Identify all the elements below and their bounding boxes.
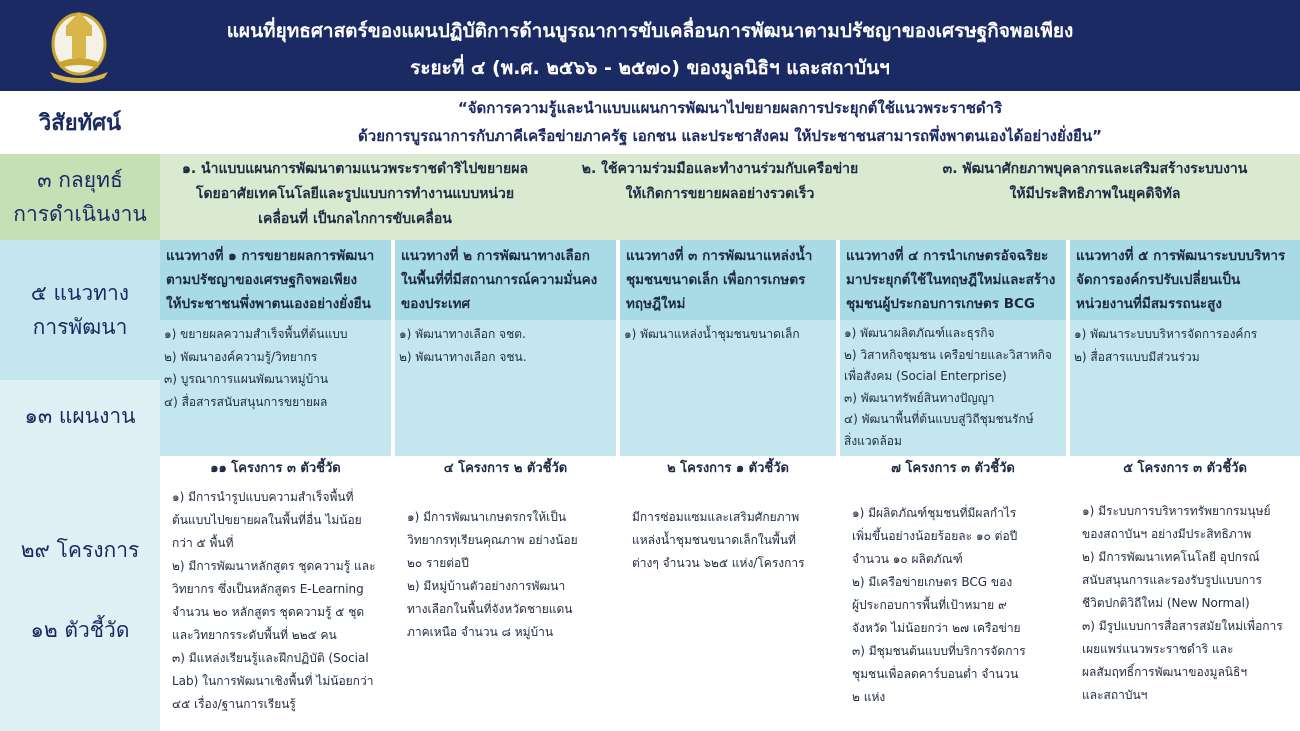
guideline-head [160, 240, 391, 320]
plan-item: ๒) วิสาหกิจชุมชน เครือข่ายและวิสาหกิจ [844, 347, 1052, 362]
strategy-text: ๓. พัฒนาศักยภาพบุคลากรและเสริมสร้างระบบงาน [942, 161, 1248, 177]
indicators-count: ๑๒ ตัวชี้วัด [30, 618, 130, 642]
guideline-column-5 [1070, 240, 1300, 731]
indicator-line: ภาคเหนือ จำนวน ๘ หมู่บ้าน [407, 625, 554, 639]
indicator-line: ๓) มีแหล่งเรียนรู้และฝึกปฏิบัติ (Social [172, 651, 369, 665]
indicator-item [172, 555, 379, 647]
project-box [160, 456, 391, 731]
indicator-line: ต่างๆ จำนวน ๖๒๕ แห่ง/โครงการ [632, 556, 805, 570]
indicator-line: ผลสัมฤทธิ์การพัฒนาของมูลนิธิฯ [1082, 665, 1248, 679]
guideline-head [620, 240, 836, 320]
guideline-head [840, 240, 1066, 320]
indicator-line: แหล่งน้ำชุมชนขนาดเล็กในพื้นที่ [632, 533, 796, 547]
plan-item: ๒) สื่อสารแบบมีส่วนร่วม [1074, 349, 1200, 364]
guideline-head-line: แนวทางที่ ๕ การพัฒนาระบบบริหาร [1076, 248, 1286, 264]
vision-line: ด้วยการบูรณาการกับภาคีเครือข่ายภาครัฐ เอกชน และประชาสังคม ให้ประชาชนสามารถพึ่งพาตนเองได้อย่างยั่งยืน” [358, 127, 1102, 145]
project-box [620, 456, 836, 731]
indicator-line: ของสถาบันฯ อย่างมีประสิทธิภาพ [1082, 527, 1252, 541]
guideline-head-line: ทฤษฎีใหม่ [626, 296, 686, 312]
guideline-head-line: ตามปรัชญาของเศรษฐกิจพอเพียง [166, 272, 358, 288]
indicator-line: ชีวิตปกติวิถีใหม่ (New Normal) [1082, 596, 1250, 610]
plan-list [395, 320, 616, 456]
guideline-head-line: แนวทางที่ ๓ การพัฒนาแหล่งน้ำ [626, 248, 813, 264]
project-box [395, 456, 616, 731]
strategy-label-line: การดำเนินงาน [13, 202, 147, 226]
indicator-line: ชุมชนเพื่อลดคาร์บอนต่ำ จำนวน [852, 667, 1019, 681]
indicator-line: มีการซ่อมแซมและเสริมศักยภาพ [632, 510, 800, 524]
plan-item: เพื่อสังคม (Social Enterprise) [844, 369, 1007, 383]
page-subtitle: ระยะที่ ๔ (พ.ศ. ๒๕๖๖ - ๒๕๗๐) ของมูลนิธิฯ และสถาบันฯ [410, 57, 890, 79]
plan-item: ๓) บูรณาการแผนพัฒนาหมู่บ้าน [164, 372, 329, 386]
guideline-head-line: ให้ประชาชนพึ่งพาตนเองอย่างยั่งยืน [166, 296, 371, 312]
indicator-line: จำนวน ๑๐ ผลิตภัณฑ์ [852, 552, 963, 566]
indicator-line: กว่า ๕ พื้นที่ [172, 536, 234, 550]
guideline-head [1070, 240, 1300, 320]
strategy-label [0, 154, 160, 240]
indicator-line: ๑) มีระบบการบริหารทรัพยากรมนุษย์ [1082, 504, 1271, 518]
strategy-item-1 [165, 154, 545, 240]
strategy-text: ๒. ใช้ความร่วมมือและทำงานร่วมกับเครือข่าย [581, 161, 859, 177]
indicator-item [407, 506, 604, 575]
indicator-line: ๑) มีการนำรูปแบบความสำเร็จพื้นที่ [172, 490, 354, 504]
plan-item: ๒) พัฒนาทางเลือก จชน. [399, 349, 527, 364]
plan-item: สิ่งแวดล้อม [844, 433, 902, 448]
guideline-column-4 [840, 240, 1066, 731]
indicator-line: ผู้ประกอบการพื้นที่เป้าหมาย ๙ [852, 598, 1007, 612]
plan-item: ๑) ขยายผลความสำเร็จพื้นที่ต้นแบบ [164, 327, 348, 341]
plans-label: ๑๓ แผนงาน [0, 380, 160, 452]
guideline-head-line: ของประเทศ [401, 296, 471, 312]
project-box [840, 456, 1066, 731]
plan-list [620, 320, 836, 456]
project-count-title: ๕ โครงการ ๓ ตัวชี้วัด [1123, 461, 1247, 476]
plan-item: ๑) พัฒนาแหล่งน้ำชุมชนขนาดเล็ก [624, 327, 800, 341]
indicator-line: และสถาบันฯ [1082, 688, 1148, 702]
guideline-head-line: ในพื้นที่ที่มีสถานการณ์ความมั่นคง [401, 272, 598, 288]
header-banner [0, 0, 1300, 91]
indicator-line: ๒ แห่ง [852, 690, 886, 704]
strategy-item-3 [895, 154, 1295, 240]
plan-item: ๒) พัฒนาองค์ความรู้/วิทยากร [164, 349, 318, 364]
strategy-text: ให้มีประสิทธิภาพในยุคดิจิทัล [1009, 186, 1181, 202]
indicator-line: Lab) ในการพัฒนาเชิงพื้นที่ ไม่น้อยกว่า [172, 674, 374, 688]
indicator-line: ทางเลือกในพื้นที่จังหวัดชายแดน [407, 602, 573, 616]
indicator-item [852, 571, 1054, 640]
guideline-head-line: แนวทางที่ ๒ การพัฒนาทางเลือก [401, 248, 590, 264]
guidelines-label [0, 240, 160, 380]
indicator-line: ๒๐ รายต่อปี [407, 556, 469, 570]
indicator-item [852, 502, 1054, 571]
indicator-line: ๑) มีผลิตภัณฑ์ชุมชนที่มีผลกำไร [852, 506, 1017, 520]
strategy-text: โดยอาศัยเทคโนโลยีและรูปแบบการทำงานแบบหน่วย [195, 186, 515, 202]
project-count-title: ๔ โครงการ ๒ ตัวชี้วัด [443, 461, 568, 476]
indicator-line: ๒) มีหมู่บ้านตัวอย่างการพัฒนา [407, 579, 566, 593]
plan-list [840, 320, 1066, 456]
guideline-column-3 [620, 240, 836, 731]
guideline-head [395, 240, 616, 320]
strategy-text: ๑. นำแบบแผนการพัฒนาตามแนวพระราชดำริไปขยายผล [181, 161, 529, 177]
strategy-label-line: ๓ กลยุทธ์ [37, 168, 123, 192]
indicator-item [172, 647, 379, 716]
foundation-emblem-icon [42, 6, 116, 84]
indicator-line: ๔๕ เรื่อง/ฐานการเรียนรู้ [172, 697, 296, 711]
guideline-head-line: ชุมชนขนาดเล็ก เพื่อการเกษตร [626, 272, 806, 288]
indicator-line: จำนวน ๒๐ หลักสูตร ชุดความรู้ ๕ ชุด [172, 605, 365, 619]
guideline-head-line: แนวทางที่ ๑ การขยายผลการพัฒนา [166, 248, 375, 264]
strategy-text: ให้เกิดการขยายผลอย่างรวดเร็ว [625, 186, 815, 202]
project-count-title: ๗ โครงการ ๓ ตัวชี้วัด [891, 461, 1015, 476]
indicator-line: และวิทยากรระดับพื้นที่ ๒๒๕ คน [172, 628, 337, 642]
page-title: แผนที่ยุทธศาสตร์ของแผนปฏิบัติการด้านบูรณาการขับเคลื่อนการพัฒนาตามปรัชญาของเศรษฐกิจพอเพียง [226, 20, 1074, 42]
guideline-head-line: แนวทางที่ ๔ การนำเกษตรอัจฉริยะ [846, 248, 1049, 264]
indicator-line: ๒) มีการพัฒนาหลักสูตร ชุดความรู้ และ [172, 559, 376, 573]
plan-item: ๑) พัฒนาทางเลือก จชต. [399, 327, 526, 341]
indicator-item [632, 506, 824, 575]
strategy-text: เคลื่อนที่ เป็นกลไกการขับเคลื่อน [258, 211, 452, 227]
indicator-item [407, 575, 604, 644]
projects-label [0, 456, 160, 731]
indicator-line: ๓) มีรูปแบบการสื่อสารสมัยใหม่เพื่อการ [1082, 619, 1283, 633]
project-count-title: ๑๑ โครงการ ๓ ตัวชี้วัด [210, 461, 341, 476]
guidelines-label-line: การพัฒนา [32, 315, 128, 339]
vision-line: “จัดการความรู้และนำแบบแผนการพัฒนาไปขยายผลการประยุกต์ใช้แนวพระราชดำริ [457, 99, 1003, 117]
indicator-item [1082, 615, 1288, 707]
indicator-line: จังหวัด ไม่น้อยกว่า ๒๗ เครือข่าย [852, 621, 1021, 635]
indicator-item [1082, 546, 1288, 615]
vision-statement [170, 94, 1290, 150]
indicator-line: ๒) มีเครือข่ายเกษตร BCG ของ [852, 575, 1013, 589]
vision-label: วิสัยทัศน์ [38, 110, 122, 136]
guideline-column-2 [395, 240, 616, 731]
plan-item: ๑) พัฒนาผลิตภัณฑ์และธุรกิจ [844, 326, 995, 340]
plan-item: ๓) พัฒนาทรัพย์สินทางปัญญา [844, 390, 995, 405]
plan-item: ๔) พัฒนาพื้นที่ต้นแบบสู่วิถีชุมชนรักษ์ [844, 412, 1034, 426]
project-box [1070, 456, 1300, 731]
project-count-title: ๒ โครงการ ๑ ตัวชี้วัด [667, 461, 789, 476]
guidelines-label-line: ๕ แนวทาง [30, 281, 130, 305]
indicator-line: ๒) มีการพัฒนาเทคโนโลยี อุปกรณ์ [1082, 550, 1260, 564]
guideline-head-line: หน่วยงานที่มีสมรรถนะสูง [1076, 296, 1222, 312]
indicator-line: ต้นแบบไปขยายผลในพื้นที่อื่น ไม่น้อย [172, 513, 362, 527]
indicator-line: วิทยากร ซึ่งเป็นหลักสูตร E-Learning [172, 582, 364, 596]
indicator-item [1082, 500, 1288, 546]
plan-list [1070, 320, 1300, 456]
indicator-item [852, 640, 1054, 709]
plan-item: ๔) สื่อสารสนับสนุนการขยายผล [164, 394, 328, 409]
guideline-head-line: มาประยุกต์ใช้ในทฤษฎีใหม่และสร้าง [846, 272, 1056, 288]
indicator-line: ๑) มีการพัฒนาเกษตรกรให้เป็น [407, 510, 567, 524]
guideline-head-line: ชุมชนผู้ประกอบการเกษตร BCG [846, 296, 1035, 312]
strategy-item-2 [545, 154, 895, 240]
plan-item: ๑) พัฒนาระบบบริหารจัดการองค์กร [1074, 327, 1258, 341]
guideline-column-1 [160, 240, 391, 731]
indicator-line: เพิ่มขึ้นอย่างน้อยร้อยละ ๑๐ ต่อปี [852, 529, 1018, 543]
indicator-line: วิทยากรทุเรียนคุณภาพ อย่างน้อย [407, 533, 578, 547]
indicator-line: สนับสนุนการและรองรับรูปแบบการ [1082, 573, 1262, 587]
projects-count: ๒๙ โครงการ [20, 538, 140, 562]
indicator-item [172, 486, 379, 555]
plan-list [160, 320, 391, 456]
guideline-head-line: จัดการองค์กรปรับเปลี่ยนเป็น [1076, 272, 1241, 288]
indicator-line: ๓) มีชุมชนต้นแบบที่บริการจัดการ [852, 644, 1026, 658]
indicator-line: เผยแพร่แนวพระราชดำริ และ [1082, 642, 1234, 656]
